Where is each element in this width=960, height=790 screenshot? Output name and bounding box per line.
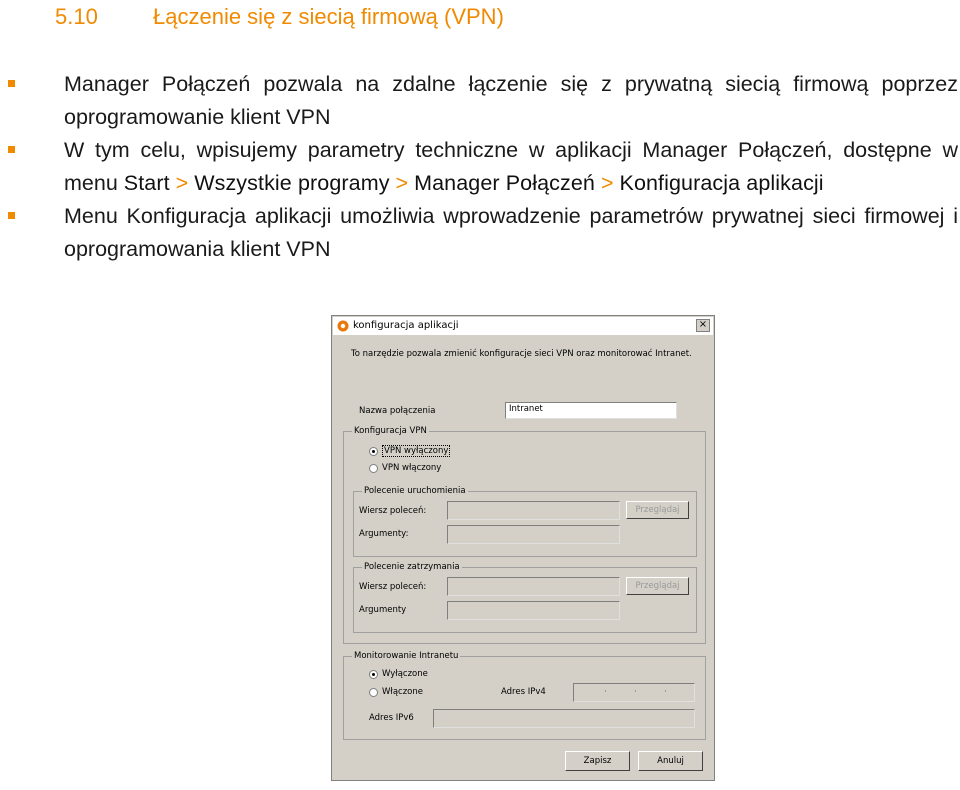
bullet-text: Menu Konfiguracja aplikacji umożliwia wprowadzenie parametrów prywatnej sieci firmowej i oprogramowania klient VPN xyxy=(64,204,958,261)
dialog-description: To narzędzie pozwala zmienić konfiguracje sieci VPN oraz monitorować Intranet. xyxy=(351,349,692,359)
radio-selected xyxy=(369,670,378,679)
start-args-input[interactable] xyxy=(447,525,620,544)
ip-separator: · xyxy=(604,687,607,697)
dialog-titlebar[interactable] xyxy=(333,317,713,335)
intranet-monitor-group xyxy=(343,651,706,740)
bullet-item xyxy=(8,68,958,134)
intranet-monitor-group-title: Monitorowanie Intranetu xyxy=(354,651,459,661)
vpn-off-label: VPN wyłączony xyxy=(384,446,449,456)
save-button[interactable]: Zapisz xyxy=(565,751,630,771)
close-button[interactable] xyxy=(696,319,710,332)
bullet-text: Manager Połączeń pozwala na zdalne łączenie się z prywatną siecią firmową poprzez oprogramowanie klient VPN xyxy=(64,72,958,129)
menu-path-config: Konfiguracja aplikacji xyxy=(619,171,824,195)
start-command-label: Wiersz poleceń: xyxy=(359,506,427,516)
vpn-on-radio[interactable] xyxy=(369,463,441,473)
section-title: Łączenie się z siecią firmową (VPN) xyxy=(153,4,504,29)
gear-sun-icon xyxy=(337,320,349,332)
stop-browse-button[interactable]: Przeglądaj xyxy=(626,577,689,595)
start-command-input[interactable] xyxy=(447,501,620,520)
stop-command-input[interactable] xyxy=(447,577,620,596)
stop-command-group-title: Polecenie zatrzymania xyxy=(364,562,460,572)
bullet-text: W tym celu, wpisujemy parametry techniczne w aplikacji Manager Połączeń, dostępne w menu xyxy=(64,138,958,195)
bullet-item xyxy=(8,134,958,200)
slide-title xyxy=(55,4,504,30)
bullet-list xyxy=(8,68,958,266)
connection-name-input[interactable]: Intranet xyxy=(505,402,677,419)
monitor-on-label: Włączone xyxy=(382,687,423,697)
bullet-item xyxy=(8,200,958,266)
stop-args-input[interactable] xyxy=(447,601,620,620)
config-dialog xyxy=(331,315,715,781)
monitor-on-radio[interactable] xyxy=(369,687,423,697)
vpn-on-label: VPN włączony xyxy=(382,463,442,473)
connection-name-label: Nazwa połączenia xyxy=(359,406,436,416)
start-args-label: Argumenty: xyxy=(359,529,409,539)
ip-separator: · xyxy=(634,687,637,697)
bullet-marker xyxy=(8,212,15,219)
vpn-config-group-title: Konfiguracja VPN xyxy=(354,426,427,436)
vpn-off-radio[interactable] xyxy=(369,445,450,457)
ipv4-label: Adres IPv4 xyxy=(501,687,546,697)
menu-path-start: Start xyxy=(123,171,170,195)
start-browse-button[interactable]: Przeglądaj xyxy=(626,501,689,519)
menu-path-separator: > xyxy=(600,171,614,195)
monitor-off-label: Wyłączone xyxy=(382,669,428,679)
ipv6-label: Adres IPv6 xyxy=(369,713,414,723)
ipv6-input[interactable] xyxy=(433,709,695,728)
radio-unselected xyxy=(369,464,378,473)
start-command-group xyxy=(353,486,697,557)
ipv4-input[interactable] xyxy=(573,683,695,702)
start-command-group-title: Polecenie uruchomienia xyxy=(364,486,466,496)
stop-command-label: Wiersz poleceń: xyxy=(359,582,427,592)
stop-command-group xyxy=(353,562,697,633)
vpn-config-group xyxy=(343,426,706,644)
menu-path-separator: > xyxy=(175,171,189,195)
menu-path-all-programs: Wszystkie programy xyxy=(194,171,390,195)
menu-path-manager: Manager Połączeń xyxy=(414,171,595,195)
menu-path-separator: > xyxy=(395,171,409,195)
monitor-off-radio[interactable] xyxy=(369,669,428,679)
dialog-title: konfiguracja aplikacji xyxy=(353,320,459,331)
close-icon: × xyxy=(698,319,708,330)
ip-separator: · xyxy=(664,687,667,697)
section-number: 5.10 xyxy=(55,4,98,29)
bullet-marker xyxy=(8,80,15,87)
bullet-marker xyxy=(8,146,15,153)
cancel-button[interactable]: Anuluj xyxy=(638,751,703,771)
radio-selected xyxy=(369,447,378,456)
stop-args-label: Argumenty xyxy=(359,605,407,615)
radio-unselected xyxy=(369,688,378,697)
